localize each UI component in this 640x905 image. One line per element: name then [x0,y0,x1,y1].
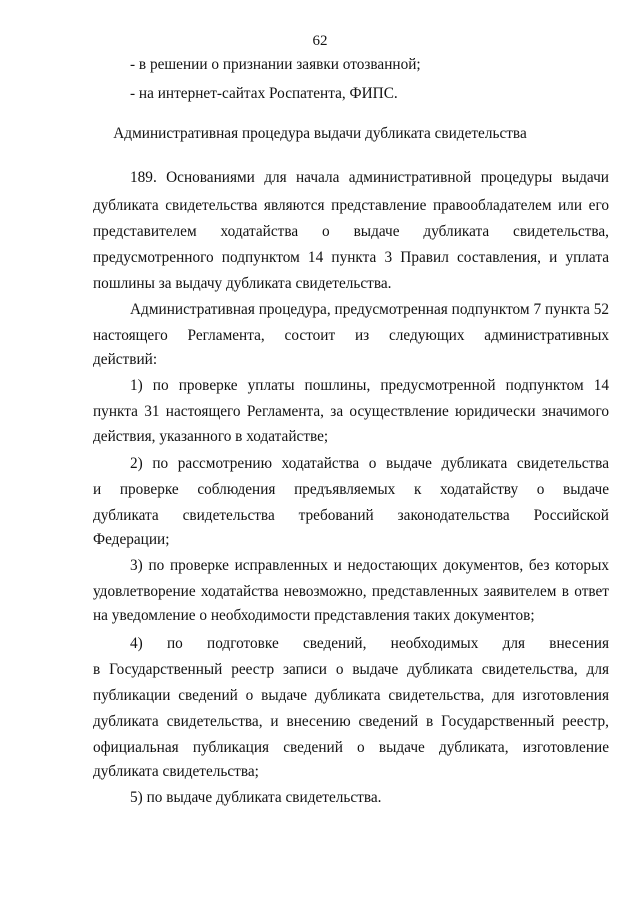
paragraph-line: в Государственный реестр записи о выдаче дубликата свидетельства, для [93,661,609,678]
paragraph-line: на уведомление о необходимости представления таких документов; [93,607,535,624]
paragraph-line: удовлетворение ходатайства невозможно, представленных заявителем в ответ [93,583,609,600]
paragraph-line: пункта 31 настоящего Регламента, за осуществление юридически значимого [93,403,609,420]
paragraph-line: Федерации; [93,531,170,548]
intro-line: - в решении о признании заявки отозванной; [130,56,421,73]
paragraph-line: 189. Основаниями для начала административной процедуры выдачи [130,169,609,186]
paragraph-line: и проверке соблюдения предъявляемых к ходатайству о выдаче [93,481,609,498]
paragraph-line: Административная процедура, предусмотренная подпунктом 7 пункта 52 [130,301,609,318]
paragraph-line: дубликата свидетельства являются представление правообладателем или его [93,197,609,214]
paragraph-line: публикации сведений о выдаче дубликата свидетельства, для изготовления [93,687,609,704]
intro-line: - на интернет-сайтах Роспатента, ФИПС. [130,85,398,102]
paragraph-line: дубликата свидетельства требований законодательства Российской [93,507,609,524]
paragraph-line: действий: [93,351,158,368]
paragraph-line: пошлины за выдачу дубликата свидетельства. [93,275,392,292]
paragraph-line: 1) по проверке уплаты пошлины, предусмотренной подпунктом 14 [130,377,609,394]
page-number: 62 [312,33,328,49]
paragraph-line: дубликата свидетельства, и внесению сведений в Государственный реестр, [93,713,609,730]
paragraph-line: 4) по подготовке сведений, необходимых для внесения [130,635,609,652]
paragraph-line: предусмотренного подпунктом 14 пункта 3 Правил составления, и уплата [93,249,609,266]
paragraph-line: 5) по выдаче дубликата свидетельства. [130,789,382,806]
section-heading: Административная процедура выдачи дубликата свидетельства [113,125,527,142]
paragraph-line: дубликата свидетельства; [93,763,259,780]
paragraph-line: 2) по рассмотрению ходатайства о выдаче дубликата свидетельства [130,455,609,472]
paragraph-line: официальная публикация сведений о выдаче дубликата, изготовление [93,739,609,756]
paragraph-line: действия, указанного в ходатайстве; [93,428,329,445]
paragraph-line: 3) по проверке исправленных и недостающих документов, без которых [130,557,609,574]
paragraph-line: представителем ходатайства о выдаче дубликата свидетельства, [93,223,609,240]
paragraph-line: настоящего Регламента, состоит из следующих административных [93,327,609,344]
